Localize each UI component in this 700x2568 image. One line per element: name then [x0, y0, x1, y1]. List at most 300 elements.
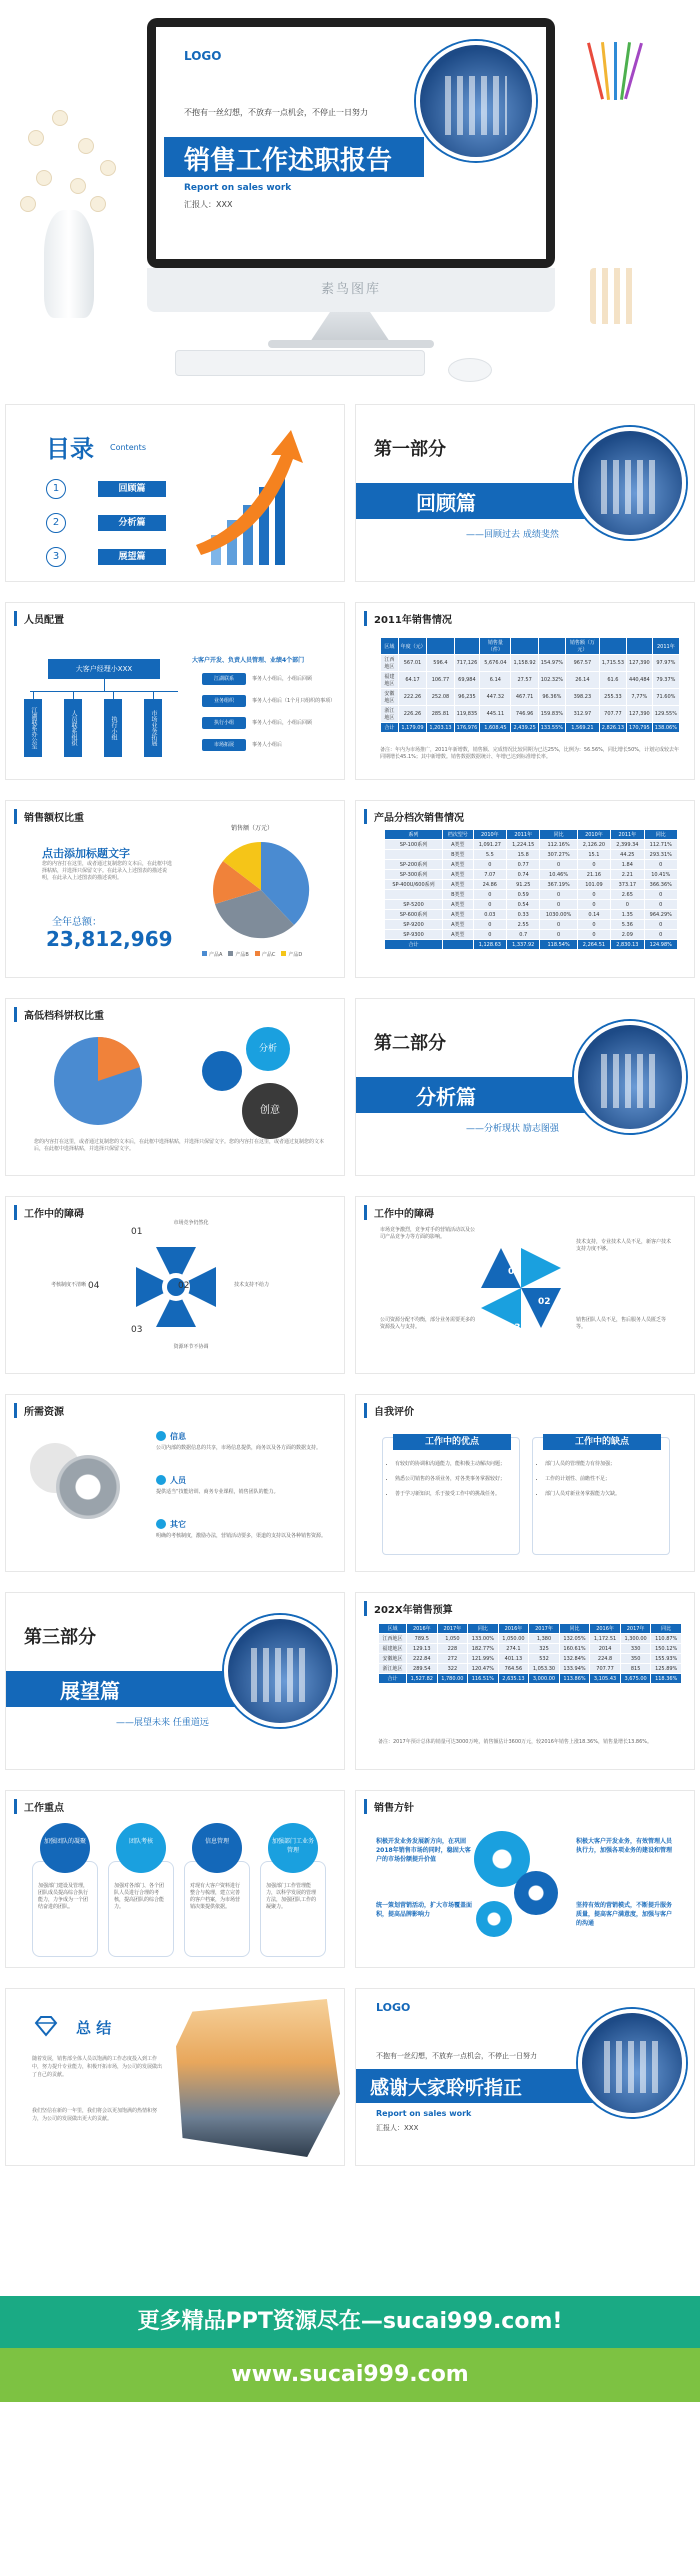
summary-para: 随着发展，销售部全体人员以饱满的工作态度投入到工作中，努力提升专业能力，积极开拓市场，为公司的发展做出了自己的贡献。 [32, 2056, 163, 2078]
weakness-card [532, 1437, 670, 1555]
legend-swatch [228, 951, 233, 956]
part-label: 第三部分 [24, 1627, 96, 1648]
table-cell: 91.25 [507, 880, 540, 890]
table-row [385, 860, 678, 870]
focus-circle: 团队考核 [116, 1823, 166, 1873]
toc-slide [5, 404, 345, 582]
table-cell: 7.07 [473, 870, 506, 880]
table-cell: 101.09 [577, 880, 610, 890]
table-cell: 815 [620, 1664, 651, 1674]
focus-text: 加强部门建设及管理，团队成员提高综合执行能力，力争成为一个团结奋进的团队。 [38, 1883, 89, 1910]
table-cell: 312.97 [566, 706, 600, 723]
table-cell: 10.41% [644, 870, 677, 880]
table-cell: 596.4 [427, 655, 454, 672]
thanks-slide [355, 1988, 695, 2166]
table-cell: 销售量（件） [480, 638, 511, 655]
table-cell [442, 940, 473, 950]
highgrade-pie [50, 1033, 146, 1129]
table-cell: 2011年 [652, 638, 679, 655]
slide-title: 人员配置 [14, 611, 64, 626]
focus-slide [5, 1790, 345, 1968]
highgrade-slide [5, 998, 345, 1176]
logo: LOGO [376, 2001, 411, 2014]
org-tag: 执行小组 [202, 717, 246, 729]
obstacle-text: 技术支持，专业技术人员不足，新客户技术支持力度不够。 [576, 1239, 672, 1252]
eval-item: • 熟悉公司销售的各项业务，对各类事务掌握较好； [395, 1475, 513, 1484]
arrow-photo-circle [224, 1615, 336, 1727]
table-cell: 160.61% [559, 1644, 590, 1654]
monitor-stand [300, 312, 400, 342]
share-slide [5, 800, 345, 978]
total-value: 23,812,969 [46, 927, 173, 951]
pie-title: 销售额（万元） [231, 825, 274, 832]
connector-line [153, 691, 154, 699]
table-cell: 0 [577, 920, 610, 930]
table-cell: B类型 [442, 890, 473, 900]
part3-slide [5, 1592, 345, 1770]
org-top-box: 大客户经理小XXX [48, 659, 160, 679]
eval-item: • 部门人员的管理能力有待加强； [545, 1460, 663, 1469]
org-right-heading: 大客户开发、负责人员管理、业绩4个部门 [192, 657, 305, 664]
table-cell: 61.6 [599, 672, 626, 689]
table-row [379, 1634, 682, 1644]
table-cell: 121.99% [468, 1654, 499, 1664]
table-row [381, 672, 680, 689]
table-cell: A类型 [442, 870, 473, 880]
monitor-frame [147, 18, 555, 268]
table-cell: SP-100系列 [385, 840, 443, 850]
total-label: 全年总额： [52, 917, 102, 928]
table-cell: 274.1 [498, 1644, 529, 1654]
table-cell: A类型 [442, 930, 473, 940]
table-cell: 170,795 [627, 723, 653, 733]
table-cell: 0 [611, 900, 644, 910]
table-cell: 5,676.04 [480, 655, 511, 672]
table-cell: 398.23 [566, 689, 600, 706]
arrow-photo-circle [416, 41, 536, 161]
table-cell: 307.27% [540, 850, 577, 860]
gear-icon: 创意 [242, 1083, 298, 1139]
table-cell: 合计 [379, 1674, 407, 1684]
table-cell: 0 [577, 890, 610, 900]
table-cell: 同比 [559, 1624, 590, 1634]
table-cell: 2014 [590, 1644, 621, 1654]
table-cell: 129.13 [407, 1644, 438, 1654]
table-row [385, 930, 678, 940]
eval-item: • 工作的计划性、前瞻性不足； [545, 1475, 663, 1484]
table-cell: 1,158.92 [511, 655, 538, 672]
table-cell: 1,780.00 [437, 1674, 468, 1684]
hero-section [0, 0, 700, 400]
obstacle-number: 02 [178, 1281, 190, 1291]
table-cell: 档次型号 [442, 830, 473, 840]
table-cell: 3,000.00 [529, 1674, 560, 1684]
table-row [379, 1674, 682, 1684]
table-note: 备注：年内为市场推广，2011年新增数，销售额、完成情况比较同期为已达25%，比例为：56.56%，同比增长50%，计划完成较去年同期增长45.1%；其中新增数。销售数据数据统计、年增已达到标准增长率。 [380, 747, 680, 760]
table-cell: 132.84% [559, 1654, 590, 1664]
table-cell: 同比 [651, 1624, 682, 1634]
table-cell: 124.98% [644, 940, 677, 950]
table-cell: 127,390 [627, 655, 653, 672]
table-cell: 222.26 [398, 689, 427, 706]
table-cell: 0 [577, 860, 610, 870]
table-cell: 120.47% [468, 1664, 499, 1674]
cross-diagram [126, 1237, 226, 1337]
legend-label: 产品C [261, 952, 276, 958]
watermark: 素鸟图库 [147, 268, 555, 312]
legend-swatch [202, 951, 207, 956]
table-cell: 同比 [644, 830, 677, 840]
resource-heading: 其它 [170, 1520, 186, 1529]
table-cell: 0 [473, 930, 506, 940]
table-cell: 1,608.45 [480, 723, 511, 733]
part2-slide [355, 998, 695, 1176]
table-cell: SP-400U/600系列 [385, 880, 443, 890]
table-cell: 707.77 [590, 1664, 621, 1674]
table-cell: 0.54 [507, 900, 540, 910]
table-cell: 0 [540, 920, 577, 930]
table-cell: 24.86 [473, 880, 506, 890]
table-cell: 2,826.13 [599, 723, 626, 733]
legend-label: 产品D [288, 952, 303, 958]
table-cell: 0.77 [507, 860, 540, 870]
table-cell [538, 638, 565, 655]
table-cell: 159.83% [538, 706, 565, 723]
sales2011-slide [355, 602, 695, 780]
resource-heading: 人员 [170, 1476, 186, 1485]
resource-text: 明确的考核制度，激励办法，营销活动要多，渠道的支持以及各种销售资源。 [156, 1533, 327, 1539]
toc-item[interactable]: 回顾篇 [98, 481, 166, 497]
vase-decoration [44, 210, 94, 318]
table-cell: 2017年 [437, 1624, 468, 1634]
legend-item [202, 952, 222, 958]
policy-text: 统一策划营销活动，扩大市场覆盖面积，提高品牌影响力 [376, 1902, 473, 1918]
promo-banner[interactable]: 更多精品PPT资源尽在—sucai999.com! [0, 2296, 700, 2348]
table-cell: 福建地区 [381, 672, 399, 689]
table-cell: 浙江地区 [381, 706, 399, 723]
promo-url-banner[interactable]: www.sucai999.com [0, 2348, 700, 2402]
table-cell: 112.16% [540, 840, 577, 850]
table-cell: 373.17 [611, 880, 644, 890]
table-cell: 0.74 [507, 870, 540, 880]
table-cell: 年度（元） [398, 638, 427, 655]
resources-slide [5, 1394, 345, 1572]
table-row [379, 1664, 682, 1674]
share-body: 您的内容打在这里，或者通过复制您的文本后，在此框中选择粘贴，并选择只保留文字。在此录入上述图表的描述说明，在此录入上述图表的描述说明。 [42, 861, 173, 881]
table-cell: 2011年 [611, 830, 644, 840]
connector-line [73, 691, 74, 699]
table-cell: 1,569.21 [566, 723, 600, 733]
table-cell: 2010年 [473, 830, 506, 840]
table-cell: 2017年 [620, 1624, 651, 1634]
toc-number: 1 [46, 479, 66, 499]
obstacle-text: 公司资源分配不均衡，部分业务需要更多的资源投入与支持。 [380, 1317, 476, 1330]
mouse-decoration [448, 358, 492, 382]
table-row [385, 850, 678, 860]
table-cell: 15.1 [577, 850, 610, 860]
table-cell: 252.08 [427, 689, 454, 706]
table-cell: 285.81 [427, 706, 454, 723]
table-cell: 2011年 [507, 830, 540, 840]
org-tag-text: 事务人小组后 [252, 742, 283, 748]
table-row [385, 910, 678, 920]
table-cell: 2.55 [507, 920, 540, 930]
table-cell: 293.31% [644, 850, 677, 860]
table-cell: 1,050.00 [498, 1634, 529, 1644]
table-cell: A类型 [442, 880, 473, 890]
table-cell: 2.21 [611, 870, 644, 880]
table-cell: 127,390 [627, 706, 653, 723]
table-cell: 118.54% [540, 940, 577, 950]
table-row [381, 655, 680, 672]
table-cell: 1,337.92 [507, 940, 540, 950]
part-subtitle: ——分析现状 励志图强 [466, 1124, 559, 1134]
obstacle1-slide [5, 1196, 345, 1374]
table-cell: 182.77% [468, 1644, 499, 1654]
table-cell [454, 638, 480, 655]
slide-title: 所需资源 [14, 1403, 64, 1418]
part-label: 第二部分 [374, 1033, 446, 1054]
table-cell: 合计 [381, 723, 399, 733]
table-cell: 119,835 [454, 706, 480, 723]
products-table [384, 829, 678, 950]
table-cell: 1,527.82 [407, 1674, 438, 1684]
table-cell: 2016年 [590, 1624, 621, 1634]
table-cell: 0 [577, 900, 610, 910]
eval-item: • 部门人员对新业务掌握能力欠缺。 [545, 1490, 663, 1499]
cover-title: 销售工作述职报告 [184, 146, 393, 176]
obstacle-text: 考核制度不清晰 [50, 1282, 86, 1288]
table-cell: 707.77 [599, 706, 626, 723]
part-label: 第一部分 [374, 439, 446, 460]
table-cell: 2,264.51 [577, 940, 610, 950]
table-cell: 5.5 [473, 850, 506, 860]
table-row [379, 1624, 682, 1634]
share-heading: 点击添加标题文字 [42, 847, 130, 860]
table-cell: 133.55% [538, 723, 565, 733]
org-box: 人员联系组织 [64, 699, 82, 757]
table-cell: A类型 [442, 910, 473, 920]
pinwheel-diagram [476, 1243, 566, 1333]
table-cell: 350 [620, 1654, 651, 1664]
legend-swatch [255, 951, 260, 956]
org-tag-text: 事务人小组后，小组后回顾 [252, 676, 313, 682]
summary-slide [5, 1988, 345, 2166]
table-cell: 97.97% [652, 655, 679, 672]
table-cell: 10.46% [540, 870, 577, 880]
table-row [381, 723, 680, 733]
table-cell: 440,484 [627, 672, 653, 689]
obstacle-text: 技术支持不给力 [234, 1282, 270, 1288]
strengths-card [382, 1437, 520, 1555]
policy-text: 积极开发业务发展新方向，在巩固2018年销售市场的同时，稳固大客户的市场份额提升价值 [376, 1838, 471, 1863]
table-cell: 0 [540, 860, 577, 870]
part-band-title: 回顾篇 [416, 491, 476, 515]
table-cell: 0.33 [507, 910, 540, 920]
table-cell: 96,235 [454, 689, 480, 706]
table-cell: 69,984 [454, 672, 480, 689]
table-cell: 0 [473, 920, 506, 930]
table-cell: 176,976 [454, 723, 480, 733]
table-cell: 7,77% [627, 689, 653, 706]
table-cell: 2010年 [577, 830, 610, 840]
table-cell: 967.57 [566, 655, 600, 672]
table-cell: 1,203.13 [427, 723, 454, 733]
eval-item: • 善于学习新知识，乐于接受工作中的挑战任务。 [395, 1490, 513, 1499]
toc-item[interactable]: 分析篇 [98, 515, 166, 531]
table-note: 备注：2017年预计总体的销量可达3000万吨，销售额估计3600万元，较2016年销售上涨18.36%，销售量增长13.86%。 [378, 1739, 653, 1745]
table-cell [427, 638, 454, 655]
table-cell: 118.36% [651, 1674, 682, 1684]
staff-slide [5, 602, 345, 780]
table-cell: 1.35 [611, 910, 644, 920]
table-row [381, 706, 680, 723]
table-cell: A类型 [442, 920, 473, 930]
pencil-blue [614, 42, 617, 100]
focus-text: 加强对各部门、各个团队人员进行合理的考核，提高团队的综合能力。 [114, 1883, 165, 1910]
table-cell: 133.94% [559, 1664, 590, 1674]
table-cell: 1,050 [437, 1634, 468, 1644]
table-cell: 1,300.00 [620, 1634, 651, 1644]
budget-table [378, 1623, 682, 1684]
focus-circle: 加强团队的凝聚 [40, 1823, 90, 1873]
legend-item [281, 952, 302, 958]
table-cell: SP-300系列 [385, 870, 443, 880]
table-cell: SP-9300 [385, 930, 443, 940]
table-cell: 0 [540, 890, 577, 900]
table-cell: 1,053.30 [529, 1664, 560, 1674]
obstacle-number: 04 [478, 1297, 491, 1307]
table-cell: 224.8 [590, 1654, 621, 1664]
focus-circle: 信息管理 [192, 1823, 242, 1873]
note-text: 您的内容打在这里，或者通过复制您的文本后，在此框中选择粘贴，并选择只保留文字。您的内容打在这里，或者通过复制您的文本后，在此框中选择粘贴，并选择只保留文字。 [34, 1139, 325, 1152]
table-cell: 0.7 [507, 930, 540, 940]
obstacle-number: 01 [508, 1267, 521, 1277]
table-cell: 112.71% [644, 840, 677, 850]
thanks-subtitle: Report on sales work [376, 2109, 472, 2118]
slogan: 不抱有一丝幻想，不放弃一点机会，不停止一日努力 [184, 108, 368, 117]
table-cell: 2016年 [407, 1624, 438, 1634]
thanks-title: 感谢大家聆听指正 [370, 2077, 523, 2099]
table-cell: 64.17 [398, 672, 427, 689]
table-cell: 26.14 [566, 672, 600, 689]
org-tag: 市场拓展 [202, 739, 246, 751]
table-cell: 367.19% [540, 880, 577, 890]
table-cell: 江西地区 [379, 1634, 407, 1644]
table-row [379, 1644, 682, 1654]
obstacle-number: 04 [88, 1281, 100, 1291]
sales-2011-table [380, 637, 680, 733]
toc-number: 2 [46, 513, 66, 533]
table-row [385, 830, 678, 840]
share-pie [206, 835, 316, 945]
table-cell: SP-600系列 [385, 910, 443, 920]
table-cell: 366.36% [644, 880, 677, 890]
org-tag-text: 事务人小组后，小组后回顾 [252, 720, 313, 726]
table-cell: 0.03 [473, 910, 506, 920]
toc-item[interactable]: 展望篇 [98, 549, 166, 565]
focus-text: 对现有大客户资料进行整合与梳理，建立完善的客户档案，为市场营销决策提供依据。 [190, 1883, 241, 1910]
table-cell: 1030.00% [540, 910, 577, 920]
table-cell: 江西地区 [381, 655, 399, 672]
table-cell: 同比 [468, 1624, 499, 1634]
table-cell: 116.51% [468, 1674, 499, 1684]
table-cell: 1,380 [529, 1634, 560, 1644]
table-cell: 226.26 [398, 706, 427, 723]
summary-title: 总 结 [76, 2019, 112, 2037]
table-cell: 1,128.63 [473, 940, 506, 950]
table-row [381, 689, 680, 706]
gear-icon [56, 1455, 120, 1519]
table-cell: 销售额（万元） [566, 638, 600, 655]
obstacle-number: 03 [508, 1323, 521, 1333]
part-band-title: 分析篇 [416, 1085, 476, 1109]
table-cell: 132.05% [559, 1634, 590, 1644]
slide-title: 工作中的障碍 [364, 1205, 434, 1220]
table-row [385, 920, 678, 930]
part-subtitle: ——展望未来 任重道远 [116, 1718, 209, 1728]
table-cell: 96.36% [538, 689, 565, 706]
legend-item [228, 952, 248, 958]
resource-text: 提供适当“技能培训、商务专业课程，销售团队的能力。 [156, 1489, 279, 1495]
table-cell: 0 [644, 890, 677, 900]
toc-number: 3 [46, 547, 66, 567]
table-cell: 0 [473, 860, 506, 870]
table-cell: 113.86% [559, 1674, 590, 1684]
slide-title: 工作中的障碍 [14, 1205, 84, 1220]
obstacle-text: 资源环节不协调 [173, 1344, 209, 1350]
table-cell: 717,126 [454, 655, 480, 672]
table-cell [385, 890, 443, 900]
table-row [385, 890, 678, 900]
table-row [381, 638, 680, 655]
table-cell: 125.89% [651, 1664, 682, 1674]
legend-label: 产品B [235, 952, 249, 958]
table-cell: 2,399.34 [611, 840, 644, 850]
resource-heading: 信息 [170, 1432, 186, 1441]
table-cell: 44.25 [611, 850, 644, 860]
table-cell: 2017年 [529, 1624, 560, 1634]
table-cell: 447.32 [480, 689, 511, 706]
policy-text: 积极大客户开发业务，有效管理人员执行力，加强各项业务的建设和管理 [576, 1838, 673, 1854]
resource-text: 公司内部的数据信息的共享，市场信息提供，商务以及各方面的数据支持。 [156, 1445, 322, 1451]
table-cell: 2,439.25 [511, 723, 538, 733]
slogan: 不抱有一丝幻想，不放弃一点机会，不停止一日努力 [376, 2052, 537, 2060]
arrow-photo-circle [574, 1021, 686, 1133]
slide-title: 工作重点 [14, 1799, 64, 1814]
policy-text: 坚持有效的营销模式，不断提升服务质量，提高客户满意度，加强与客户的沟通 [576, 1902, 673, 1927]
connector-line [113, 691, 114, 699]
table-cell: 0 [473, 890, 506, 900]
monitor-base [268, 340, 434, 348]
slide-title: 202X年销售预算 [364, 1601, 453, 1616]
table-cell: 0 [540, 900, 577, 910]
policy-slide [355, 1790, 695, 1968]
table-cell: 1.84 [611, 860, 644, 870]
obstacle-text: 销售团队人员不足，售后服务人员匮乏等等。 [576, 1317, 667, 1330]
reporter: 汇报人：XXX [184, 200, 233, 209]
selfeval-slide [355, 1394, 695, 1572]
table-cell: 322 [437, 1664, 468, 1674]
table-cell: 安徽地区 [379, 1654, 407, 1664]
table-row [385, 900, 678, 910]
table-cell: 2.09 [611, 930, 644, 940]
table-cell: 6.14 [480, 672, 511, 689]
table-cell: 合计 [385, 940, 443, 950]
table-cell [385, 850, 443, 860]
table-row [385, 870, 678, 880]
table-cell: 155.93% [651, 1654, 682, 1664]
